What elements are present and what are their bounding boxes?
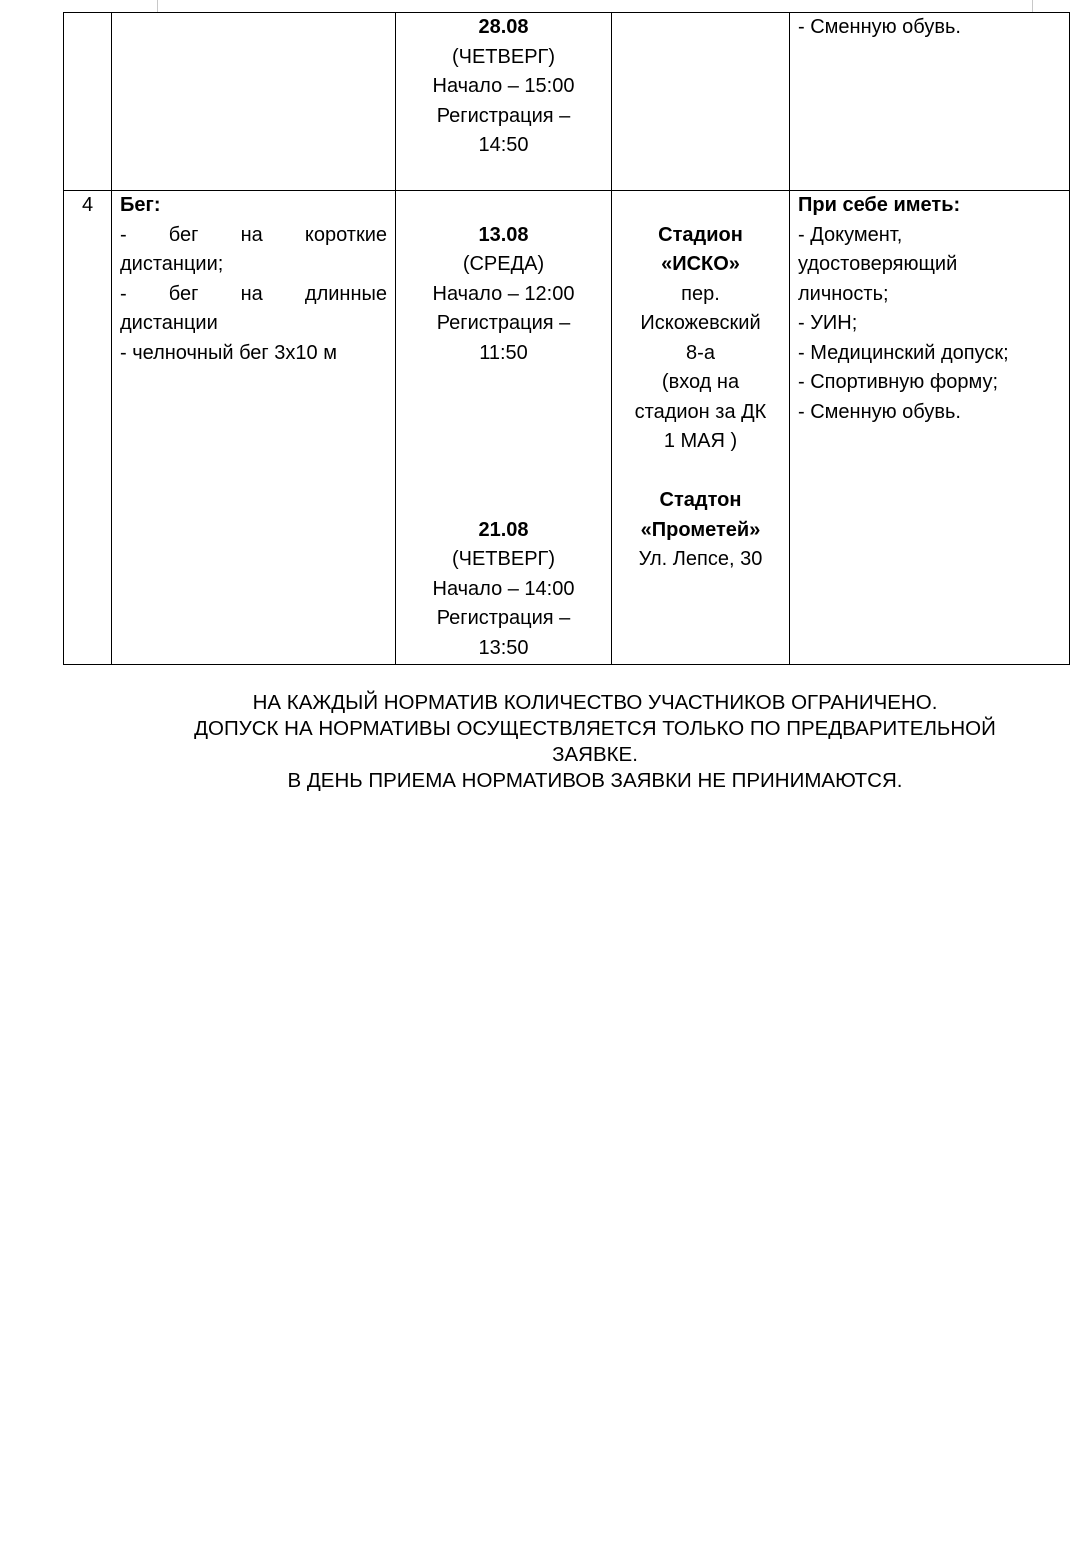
discipline-item: - бег на длинные: [120, 282, 387, 305]
notice-block: [150, 690, 1040, 794]
venue-address: 1 МАЯ ): [663, 430, 738, 452]
notice-line: НА КАЖДЫЙ НОРМАТИВ КОЛИЧЕСТВО УЧАСТНИКОВ ОГРАНИЧЕНО.: [252, 691, 938, 714]
session-weekday: (ЧЕТВЕРГ): [451, 45, 556, 68]
discipline-cell: [112, 13, 396, 191]
notice-line: ДОПУСК НА НОРМАТИВЫ ОСУЩЕСТВЛЯЕТСЯ ТОЛЬКО ПО ПРЕДВАРИТЕЛЬНОЙ: [194, 717, 996, 740]
session-registration-time: 13:50: [478, 636, 529, 659]
row-number-cell: [64, 13, 112, 191]
session-date: 13.08: [478, 223, 529, 246]
date-cell: [396, 13, 612, 191]
discipline-title: Бег:: [120, 194, 161, 216]
discipline-item-continued: дистанции: [120, 312, 218, 334]
session-registration-label: Регистрация –: [436, 104, 571, 127]
session-date: 28.08: [478, 16, 529, 38]
page-corner-mark: [1032, 0, 1033, 12]
requirements-cell: [790, 13, 1070, 191]
venue-name: Стадтон: [659, 489, 742, 511]
venue-address: пер.: [681, 282, 720, 305]
requirement-item: - УИН;: [798, 312, 858, 334]
date-cell: [396, 191, 612, 665]
requirement-item: - Сменную обувь.: [798, 400, 961, 423]
requirement-item: - Сменную обувь.: [798, 16, 961, 38]
place-cell: [612, 191, 790, 665]
venue-address: стадион за ДК: [634, 400, 767, 423]
session-registration-time: 14:50: [478, 134, 529, 156]
notice-line: В ДЕНЬ ПРИЕМА НОРМАТИВОВ ЗАЯВКИ НЕ ПРИНИМАЮТСЯ.: [287, 769, 903, 792]
session-date: 21.08: [478, 518, 529, 541]
page-corner-mark: [157, 0, 158, 12]
requirement-item: - Медицинский допуск;: [798, 341, 1009, 364]
venue-address: (вход на: [661, 371, 740, 393]
requirements-title: При себе иметь:: [798, 194, 961, 216]
discipline-cell: [112, 191, 396, 665]
row-number-cell: 4: [64, 191, 112, 665]
requirement-item: удостоверяющий: [798, 253, 958, 275]
requirement-item: - Документ,: [798, 223, 903, 246]
venue-name: «Прометей»: [640, 518, 761, 541]
schedule-table: [63, 12, 1070, 665]
notice-line: ЗАЯВКЕ.: [552, 743, 638, 766]
venue-address: Искожевский: [640, 312, 761, 334]
requirement-item: личность;: [798, 282, 889, 305]
session-weekday: (ЧЕТВЕРГ): [451, 548, 556, 570]
session-weekday: (СРЕДА): [462, 253, 545, 275]
venue-address: 8-а: [686, 341, 715, 364]
discipline-item: - челночный бег 3х10 м: [120, 341, 337, 364]
venue-address: Ул. Лепсе, 30: [638, 548, 763, 570]
venue-name: «ИСКО»: [661, 253, 740, 275]
place-cell: [612, 13, 790, 191]
session-start-time: Начало – 15:00: [432, 75, 575, 97]
requirements-cell: [790, 191, 1070, 665]
session-registration-label: Регистрация –: [436, 312, 571, 334]
requirement-item: - Спортивную форму;: [798, 371, 999, 393]
session-registration-label: Регистрация –: [436, 607, 571, 629]
venue-name: Стадион: [658, 223, 743, 246]
discipline-item-continued: дистанции;: [120, 253, 224, 275]
table-row: [64, 13, 1070, 191]
discipline-item: - бег на короткие: [120, 223, 387, 246]
session-start-time: Начало – 12:00: [432, 282, 575, 305]
table-row: [64, 191, 1070, 665]
session-start-time: Начало – 14:00: [432, 577, 575, 600]
session-registration-time: 11:50: [479, 341, 528, 364]
